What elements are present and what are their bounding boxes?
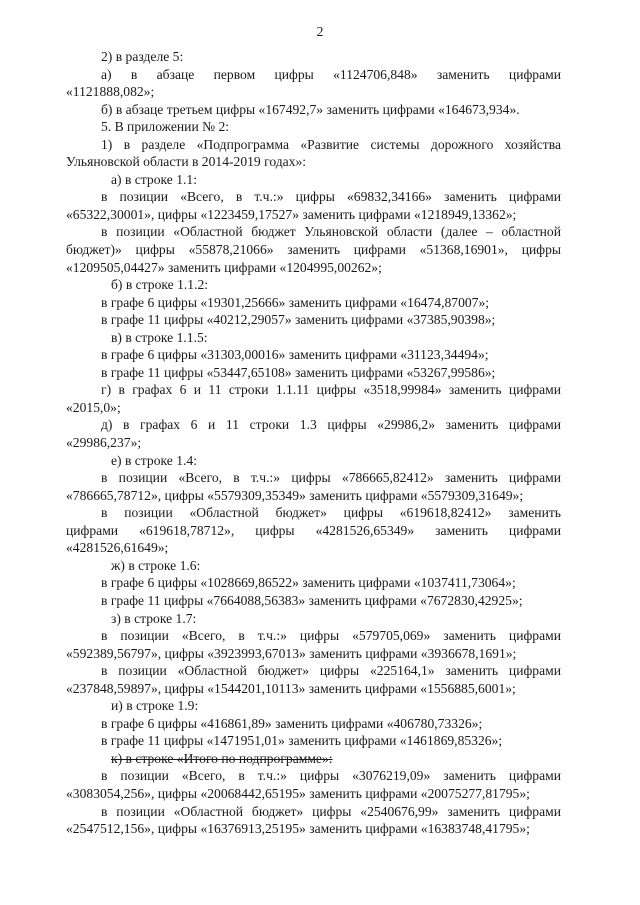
text-line: «786665,78712», цифры «5579309,35349» заменить цифрами «5579309,31649»; — [66, 487, 524, 503]
text-line: «237848,59897», цифры «1544201,10113» заменить цифрами «1556885,6001»; — [66, 680, 516, 696]
text-line: д) в графах 6 и 11 строки 1.3 цифры «29986,2» заменить цифрами — [101, 417, 561, 433]
text-line: «3083054,256», цифры «20068442,65195» заменить цифрами «20075277,81795»; — [66, 785, 530, 801]
text-line: б) в абзаце третьем цифры «167492,7» заменить цифрами «164673,934». — [101, 101, 520, 117]
text-line: «65322,30001», цифры «1223459,17527» заменить цифрами «1218949,13362»; — [66, 206, 517, 222]
text-line: 5. В приложении № 2: — [101, 119, 230, 135]
text-line: и) в строке 1.9: — [111, 698, 199, 714]
document-body — [66, 48, 561, 838]
text-line: в позиции «Всего, в т.ч.:» цифры «579705,069» заменить цифрами — [101, 628, 561, 644]
text-line: в позиции «Областной бюджет» цифры «619618,82412» заменить — [101, 505, 561, 521]
text-line: в позиции «Всего, в т.ч.:» цифры «786665,82412» заменить цифрами — [101, 470, 561, 486]
page-number: 2 — [316, 24, 324, 39]
text-line: «1121888,082»; — [66, 84, 155, 100]
text-line: «2015,0»; — [66, 399, 121, 415]
text-line: в графе 11 цифры «1471951,01» заменить цифрами «1461869,85326»; — [101, 733, 503, 749]
text-line: б) в строке 1.1.2: — [111, 277, 209, 293]
text-line: в графе 11 цифры «7664088,56383» заменить цифрами «7672830,42925»; — [101, 592, 523, 608]
text-line: «2547512,156», цифры «16376913,25195» заменить цифрами «16383748,41795»; — [66, 821, 530, 837]
struck-text-line: к) в строке «Итого по подпрограмме»: — [111, 750, 333, 766]
text-line: в позиции «Всего, в т.ч.:» цифры «3076219,09» заменить цифрами — [101, 768, 561, 784]
text-line: в графе 6 цифры «31303,00016» заменить цифрами «31123,34494»; — [101, 347, 489, 363]
text-line: «592389,56797», цифры «3923993,67013» заменить цифрами «3936678,1691»; — [66, 645, 517, 661]
text-line: з) в строке 1.7: — [111, 610, 197, 626]
text-line: «1209505,04427» заменить цифрами «1204995,00262»; — [66, 259, 382, 275]
text-line: в графе 6 цифры «1028669,86522» заменить цифрами «1037411,73064»; — [101, 575, 516, 591]
text-line: в графе 11 цифры «53447,65108» заменить цифрами «53267,99586»; — [101, 364, 496, 380]
text-line: ж) в строке 1.6: — [111, 557, 201, 573]
text-line: е) в строке 1.4: — [111, 452, 197, 468]
text-line: «4281526,61649»; — [66, 540, 169, 556]
text-line: г) в графах 6 и 11 строки 1.1.11 цифры «3518,99984» заменить цифрами — [101, 382, 561, 398]
text-line: 1) в разделе «Подпрограмма «Развитие системы дорожного хозяйства — [101, 136, 561, 152]
text-line: в позиции «Областной бюджет» цифры «2540676,99» заменить цифрами — [101, 803, 561, 819]
text-line: в) в строке 1.1.5: — [111, 329, 208, 345]
text-line: в графе 11 цифры «40212,29057» заменить цифрами «37385,90398»; — [101, 312, 496, 328]
text-line: а) в абзаце первом цифры «1124706,848» заменить цифрами — [101, 66, 561, 82]
text-line: 2) в разделе 5: — [101, 49, 184, 64]
text-line: «29986,237»; — [66, 435, 142, 451]
text-line: Ульяновской области в 2014-2019 годах»: — [66, 154, 307, 170]
text-line: а) в строке 1.1: — [111, 171, 197, 187]
text-line: в позиции «Всего, в т.ч.:» цифры «69832,34166» заменить цифрами — [101, 189, 561, 205]
text-line: в позиции «Областной бюджет» цифры «225164,1» заменить цифрами — [101, 663, 561, 679]
text-line: в графе 6 цифры «416861,89» заменить цифрами «406780,73326»; — [101, 715, 483, 731]
text-line: в позиции «Областной бюджет Ульяновской области (далее – областной — [101, 224, 561, 240]
text-line: бюджет)» цифры «55878,21066» заменить цифрами «51368,16901», цифры — [66, 242, 561, 258]
text-line: в графе 6 цифры «19301,25666» заменить цифрами «16474,87007»; — [101, 294, 490, 310]
text-line: цифрами «619618,78712», цифры «4281526,65349» заменить цифрами — [66, 522, 561, 538]
